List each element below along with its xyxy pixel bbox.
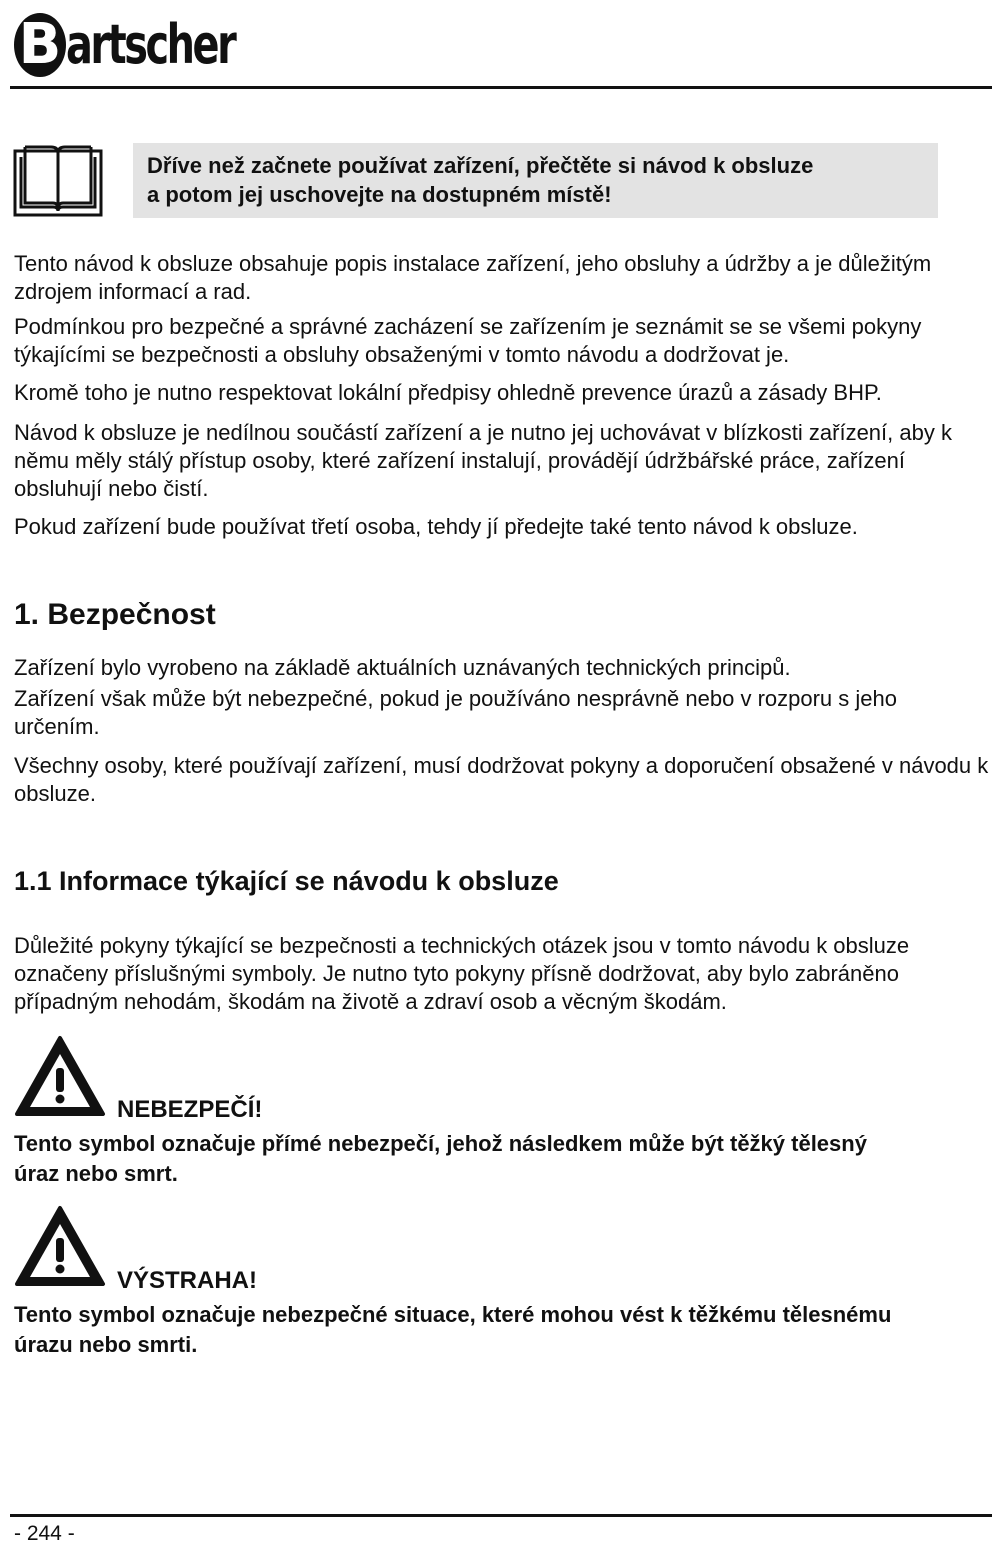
manual-info-paragraph: Důležité pokyny týkající se bezpečnosti a technických otázek jsou v tomto návodu k obsluze označeny příslušnými symboly. Je nutno tyto pokyny přísně dodržovat, aby bylo zabráněno případným nehodám, škodám na životě a zdraví osob a věcným škodám. [14,933,910,1014]
caution-text: Tento symbol označuje nebezpečné situace, které mohou vést k těžkému tělesnému úrazu nebo smrti. [14,1302,892,1357]
read-manual-notice [133,143,938,218]
brand-logo [14,8,271,82]
intro-paragraph-2: Podmínkou pro bezpečné a správné zacházení se zařízením je seznámit se se všemi pokyny týkajícími se bezpečnosti a obsluhy obsaženými v tomto návodu a dodržovat je. [14,314,922,367]
danger-text: Tento symbol označuje přímé nebezpečí, jehož následkem může být těžký tělesný úraz nebo smrt. [14,1131,867,1186]
logo-text: artscher [66,13,235,76]
intro-paragraph-3: Kromě toho je nutno respektovat lokální předpisy ohledně prevence úrazů a zásady BHP. [14,380,882,405]
safety-paragraph-3: Všechny osoby, které používají zařízení, musí dodržovat pokyny a doporučení obsažené v návodu k obsluze. [14,753,989,806]
notice-line-1: Dříve než začnete používat zařízení, přečtěte si návod k obsluze [147,153,814,178]
header-rule [10,86,992,89]
safety-paragraph-2: Zařízení však může být nebezpečné, pokud je používáno nesprávně nebo v rozporu s jeho určením. [14,686,897,739]
intro-paragraph-5: Pokud zařízení bude používat třetí osoba, tehdy jí předejte také tento návod k obsluze. [14,514,858,539]
book-icon [13,143,103,219]
intro-paragraph-4: Návod k obsluze je nedílnou součástí zařízení a je nutno jej uchovávat v blízkosti zařízení, aby k němu měly stálý přístup osoby, které zařízení instalují, provádějí údržbářské práce, zařízení obsluhují nebo čistí. [14,420,952,501]
safety-paragraph-1: Zařízení bylo vyrobeno na základě aktuálních uznávaných technických principů. [14,655,791,680]
danger-label: NEBEZPEČÍ! [117,1096,263,1123]
section-heading-manual-info: 1.1 Informace týkající se návodu k obsluze [14,866,559,896]
page-number: - 244 - [14,1522,75,1545]
caution-warning-icon [13,1204,107,1288]
section-heading-safety: 1. Bezpečnost [14,598,216,631]
logo-letter: B [14,13,66,77]
footer-rule [10,1514,992,1517]
caution-label: VÝSTRAHA! [117,1267,258,1294]
danger-warning-icon [13,1034,107,1118]
notice-line-2: a potom jej uschovejte na dostupném místě! [147,182,612,207]
intro-paragraph-1: Tento návod k obsluze obsahuje popis instalace zařízení, jeho obsluhy a údržby a je důležitým zdrojem informací a rad. [14,251,932,304]
